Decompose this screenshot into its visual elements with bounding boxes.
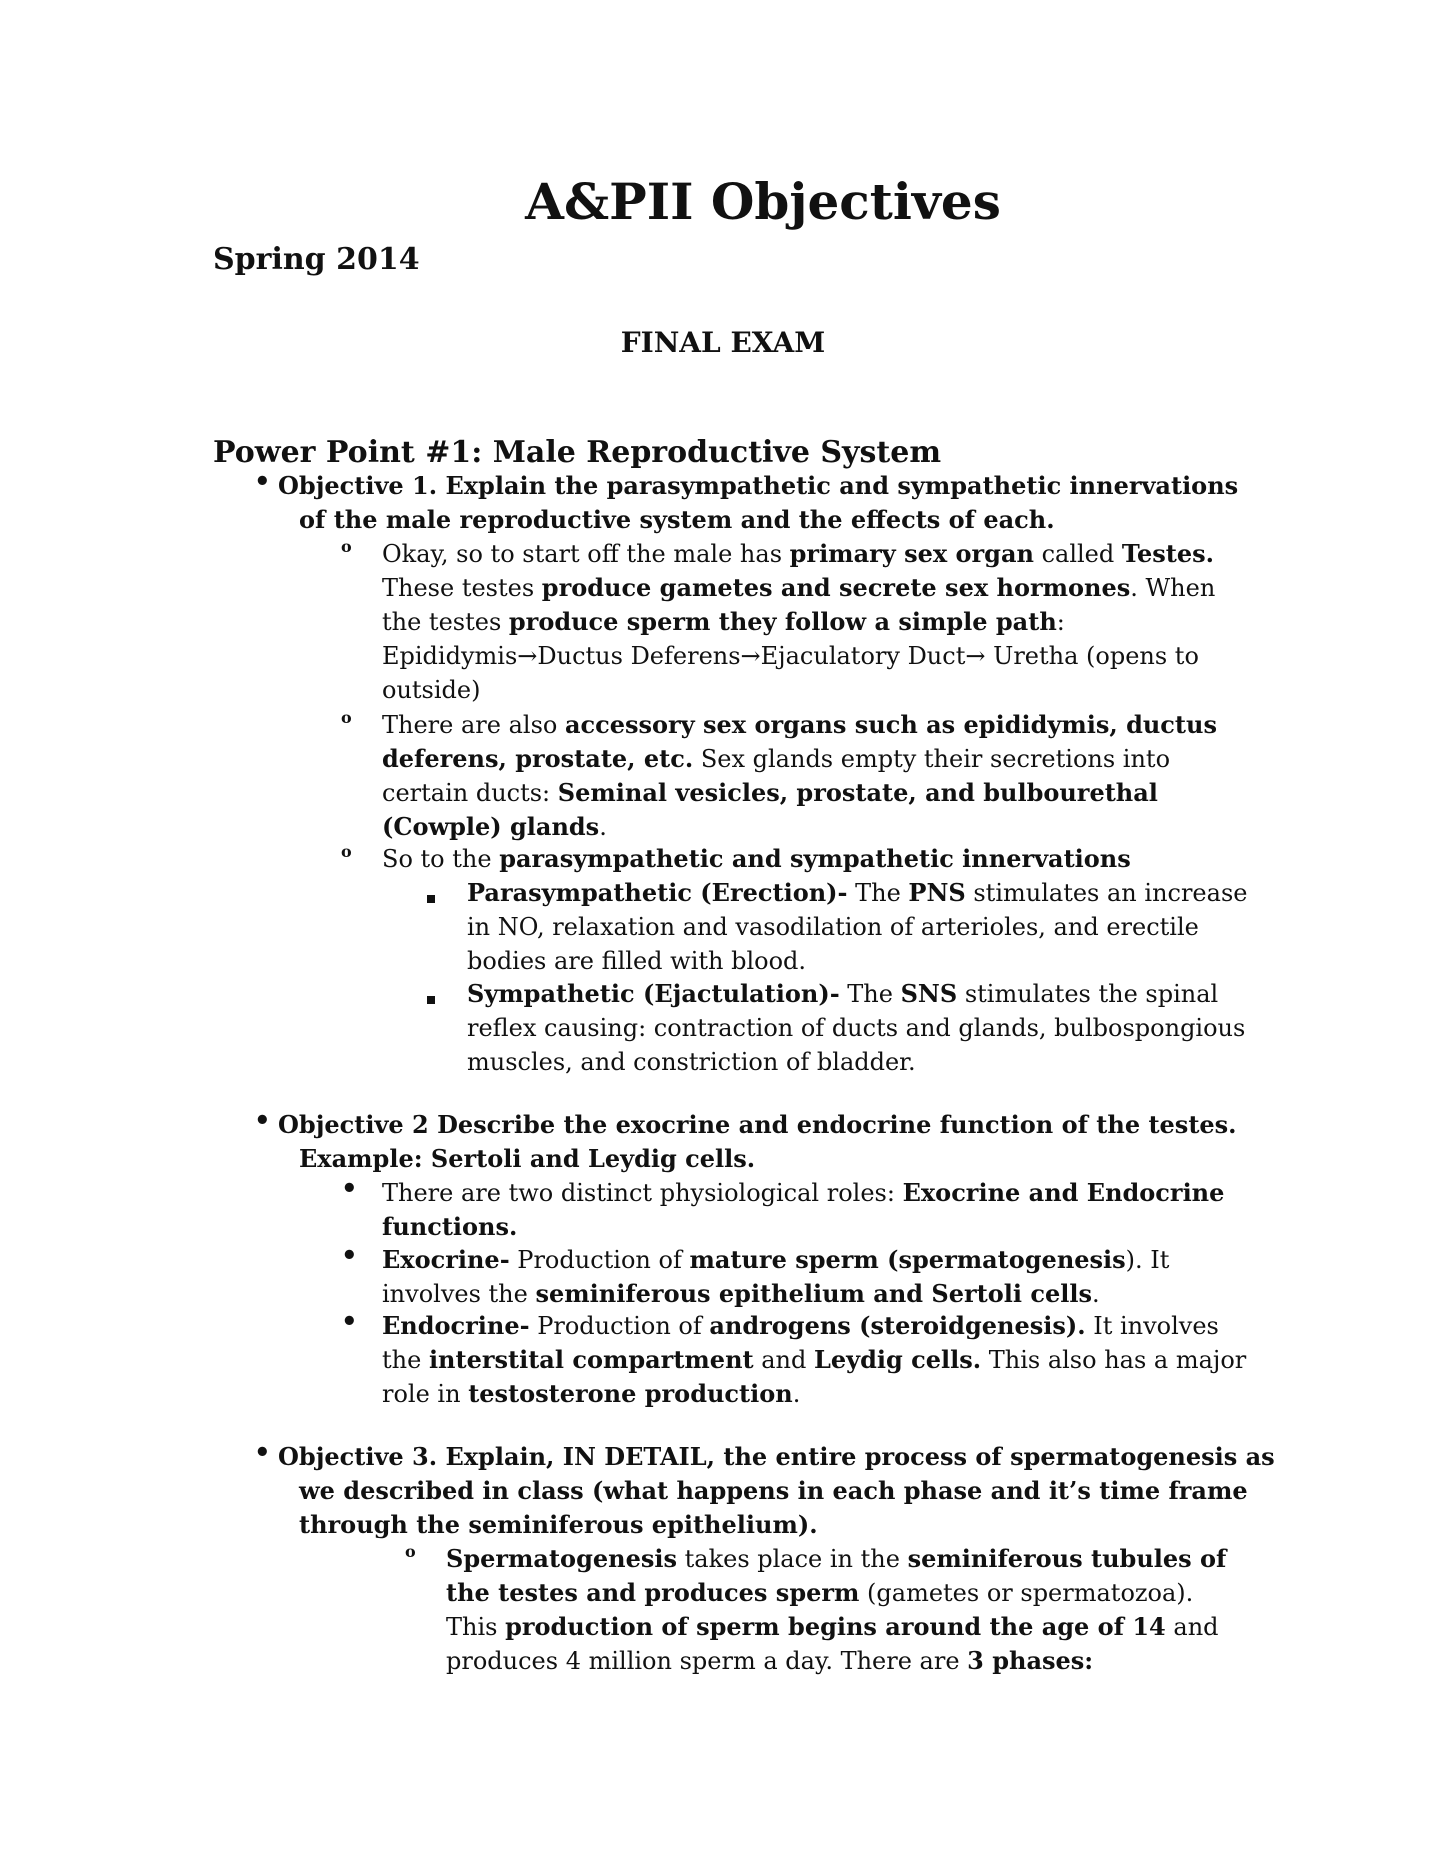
text-run: This also has a major bbox=[981, 1346, 1247, 1374]
text-run: the bbox=[382, 1346, 429, 1374]
text-line: outside) bbox=[382, 676, 481, 704]
bold-run: produce sperm they follow a simple path bbox=[508, 607, 1057, 636]
objective-2-line-2: Example: Sertoli and Leydig cells. bbox=[299, 1144, 756, 1173]
bold-run: production of sperm begins around the age of 14 bbox=[505, 1612, 1166, 1641]
text-run: role in bbox=[382, 1380, 469, 1408]
text-run: Sex glands empty their secretions into bbox=[693, 745, 1171, 773]
bold-run: mature sperm (spermatogenesis bbox=[689, 1245, 1126, 1274]
text-run: These testes bbox=[382, 574, 542, 602]
objective-1 bbox=[254, 467, 1239, 537]
text-run: The bbox=[839, 980, 901, 1008]
text-line bbox=[382, 742, 1217, 776]
bold-run: seminiferous epithelium and Sertoli cells bbox=[535, 1279, 1092, 1308]
text-line bbox=[446, 1644, 1226, 1678]
text-run: called bbox=[1033, 540, 1122, 568]
text-run: stimulates an increase bbox=[965, 879, 1248, 907]
bold-run: produce gametes and secrete sex hormones bbox=[541, 573, 1131, 602]
text-line bbox=[467, 977, 1245, 1011]
bold-run: SNS bbox=[900, 979, 958, 1008]
text-run: and bbox=[1165, 1613, 1219, 1641]
objective-1-line-1: Objective 1. Explain the parasympathetic and sympathetic innervations bbox=[278, 471, 1239, 500]
objective-3-line-1: Objective 3. Explain, IN DETAIL, the entire process of spermatogenesis as bbox=[278, 1442, 1275, 1471]
text-run: Production of bbox=[509, 1246, 690, 1274]
text-line bbox=[382, 1309, 1246, 1343]
objective-1-line-2: of the male reproductive system and the effects of each. bbox=[299, 505, 1055, 534]
text-run: . bbox=[1092, 1280, 1100, 1308]
objective-1-item-3 bbox=[341, 842, 1131, 876]
text-line: reflex causing: contraction of ducts and glands, bulbospongious bbox=[467, 1014, 1246, 1042]
text-line: Epididymis→Ductus Deferens→Ejaculatory Duct→ Uretha (opens to bbox=[382, 642, 1199, 670]
text-line bbox=[467, 876, 1247, 910]
bold-run: Endocrine- bbox=[382, 1311, 530, 1340]
bold-run: (Cowple) glands bbox=[382, 812, 600, 841]
text-line bbox=[446, 1610, 1226, 1644]
bold-run: 3 phases: bbox=[967, 1646, 1094, 1675]
bullet-marker: • bbox=[254, 1106, 271, 1136]
text-line bbox=[382, 810, 1217, 844]
bold-run: Testes. bbox=[1121, 539, 1214, 568]
text-run: Production of bbox=[529, 1312, 710, 1340]
text-line bbox=[382, 1277, 1169, 1311]
text-run: certain ducts: bbox=[382, 779, 558, 807]
text-run: produces 4 million sperm a day. There are bbox=[446, 1647, 968, 1675]
text-run: . bbox=[792, 1380, 801, 1408]
circle-bullet-marker: o bbox=[341, 537, 352, 556]
bold-run: primary sex organ bbox=[789, 539, 1034, 568]
text-run: . bbox=[599, 813, 607, 841]
objective-2-item-3 bbox=[341, 1307, 1247, 1411]
objective-1-subitem-1 bbox=[467, 876, 1247, 978]
bold-run: PNS bbox=[908, 878, 966, 907]
text-line bbox=[382, 1210, 1224, 1244]
text-run: There are two distinct physiological roles: bbox=[382, 1179, 903, 1207]
bold-run: Sympathetic (Ejactulation)- bbox=[467, 979, 840, 1008]
objective-3-line-2: we described in class (what happens in each phase and it’s time frame bbox=[299, 1476, 1248, 1505]
bold-run: Seminal vesicles, prostate, and bulbourethal bbox=[557, 778, 1158, 807]
objective-1-item-1 bbox=[341, 537, 1216, 707]
bold-run: Exocrine and Endocrine bbox=[902, 1178, 1225, 1207]
text-run: This bbox=[446, 1613, 506, 1641]
circle-bullet-marker: o bbox=[341, 708, 352, 727]
text-line bbox=[382, 1243, 1169, 1277]
text-line bbox=[446, 1542, 1226, 1576]
bold-run: androgens (steroidgenesis). bbox=[709, 1311, 1086, 1340]
text-run: . When bbox=[1130, 574, 1216, 602]
bold-run: parasympathetic and sympathetic innervations bbox=[499, 844, 1131, 873]
text-line bbox=[382, 605, 1215, 639]
objective-3 bbox=[254, 1438, 1275, 1542]
objective-2 bbox=[254, 1106, 1237, 1176]
bold-run: deferens, prostate, etc. bbox=[382, 744, 694, 773]
bold-run: Spermatogenesis bbox=[446, 1544, 677, 1573]
text-run: stimulates the spinal bbox=[957, 980, 1219, 1008]
text-run: takes place in the bbox=[676, 1545, 908, 1573]
text-run: involves the bbox=[382, 1280, 536, 1308]
term-label: Spring 2014 bbox=[213, 242, 420, 277]
objective-2-line-1: Objective 2 Describe the exocrine and endocrine function of the testes. bbox=[278, 1110, 1237, 1139]
objective-2-item-1 bbox=[341, 1174, 1225, 1244]
bullet-marker: • bbox=[254, 1438, 271, 1468]
bullet-marker: • bbox=[341, 1307, 358, 1337]
text-run: : bbox=[1056, 608, 1065, 636]
text-line bbox=[382, 1343, 1246, 1377]
bold-run: interstital compartment bbox=[428, 1345, 754, 1374]
circle-bullet-marker: o bbox=[405, 1542, 416, 1561]
text-line bbox=[382, 1176, 1224, 1210]
bold-run: Exocrine- bbox=[382, 1245, 510, 1274]
exam-heading: FINAL EXAM bbox=[620, 326, 826, 359]
text-line: in NO, relaxation and vasodilation of arterioles, and erectile bbox=[467, 913, 1199, 941]
bold-run: seminiferous tubules of bbox=[907, 1544, 1227, 1573]
text-run: The bbox=[847, 879, 909, 907]
text-run: So to the bbox=[382, 845, 500, 873]
text-run: (gametes or spermatozoa). bbox=[859, 1579, 1194, 1607]
text-line: muscles, and constriction of bladder. bbox=[467, 1048, 916, 1076]
objective-3-line-3: through the seminiferous epithelium). bbox=[299, 1510, 818, 1539]
text-run: ). It bbox=[1125, 1246, 1170, 1274]
text-run: the testes bbox=[382, 608, 509, 636]
objective-2-item-2 bbox=[341, 1241, 1170, 1311]
square-bullet-marker bbox=[427, 989, 435, 1008]
text-line bbox=[382, 708, 1217, 742]
text-line bbox=[382, 537, 1215, 571]
text-run: It involves bbox=[1085, 1312, 1219, 1340]
section-heading: Power Point #1: Male Reproductive System bbox=[213, 435, 942, 470]
circle-bullet-marker: o bbox=[341, 842, 352, 861]
text-line: bodies are filled with blood. bbox=[467, 947, 807, 975]
bullet-marker: • bbox=[341, 1241, 358, 1271]
text-line bbox=[382, 1377, 1246, 1411]
bold-run: the testes and produces sperm bbox=[446, 1578, 860, 1607]
text-run: There are also bbox=[382, 711, 565, 739]
text-line bbox=[382, 571, 1215, 605]
objective-1-subitem-2 bbox=[467, 977, 1245, 1079]
bold-run: accessory sex organs such as epididymis, ductus bbox=[564, 710, 1217, 739]
text-run: Okay, so to start off the male has bbox=[382, 540, 790, 568]
document-title: A&PII Objectives bbox=[525, 172, 1001, 231]
text-line bbox=[382, 776, 1217, 810]
objective-1-item-2 bbox=[341, 708, 1217, 844]
bold-run: functions. bbox=[382, 1212, 518, 1241]
bullet-marker: • bbox=[341, 1174, 358, 1204]
text-line bbox=[382, 842, 1131, 876]
square-bullet-marker bbox=[427, 888, 435, 907]
bold-run: Leydig cells. bbox=[814, 1345, 982, 1374]
bullet-marker: • bbox=[254, 467, 271, 497]
bold-run: testosterone production bbox=[468, 1379, 793, 1408]
text-run: and bbox=[753, 1346, 814, 1374]
objective-3-item-1 bbox=[405, 1542, 1227, 1678]
bold-run: Parasympathetic (Erection)- bbox=[467, 878, 848, 907]
text-line bbox=[446, 1576, 1226, 1610]
